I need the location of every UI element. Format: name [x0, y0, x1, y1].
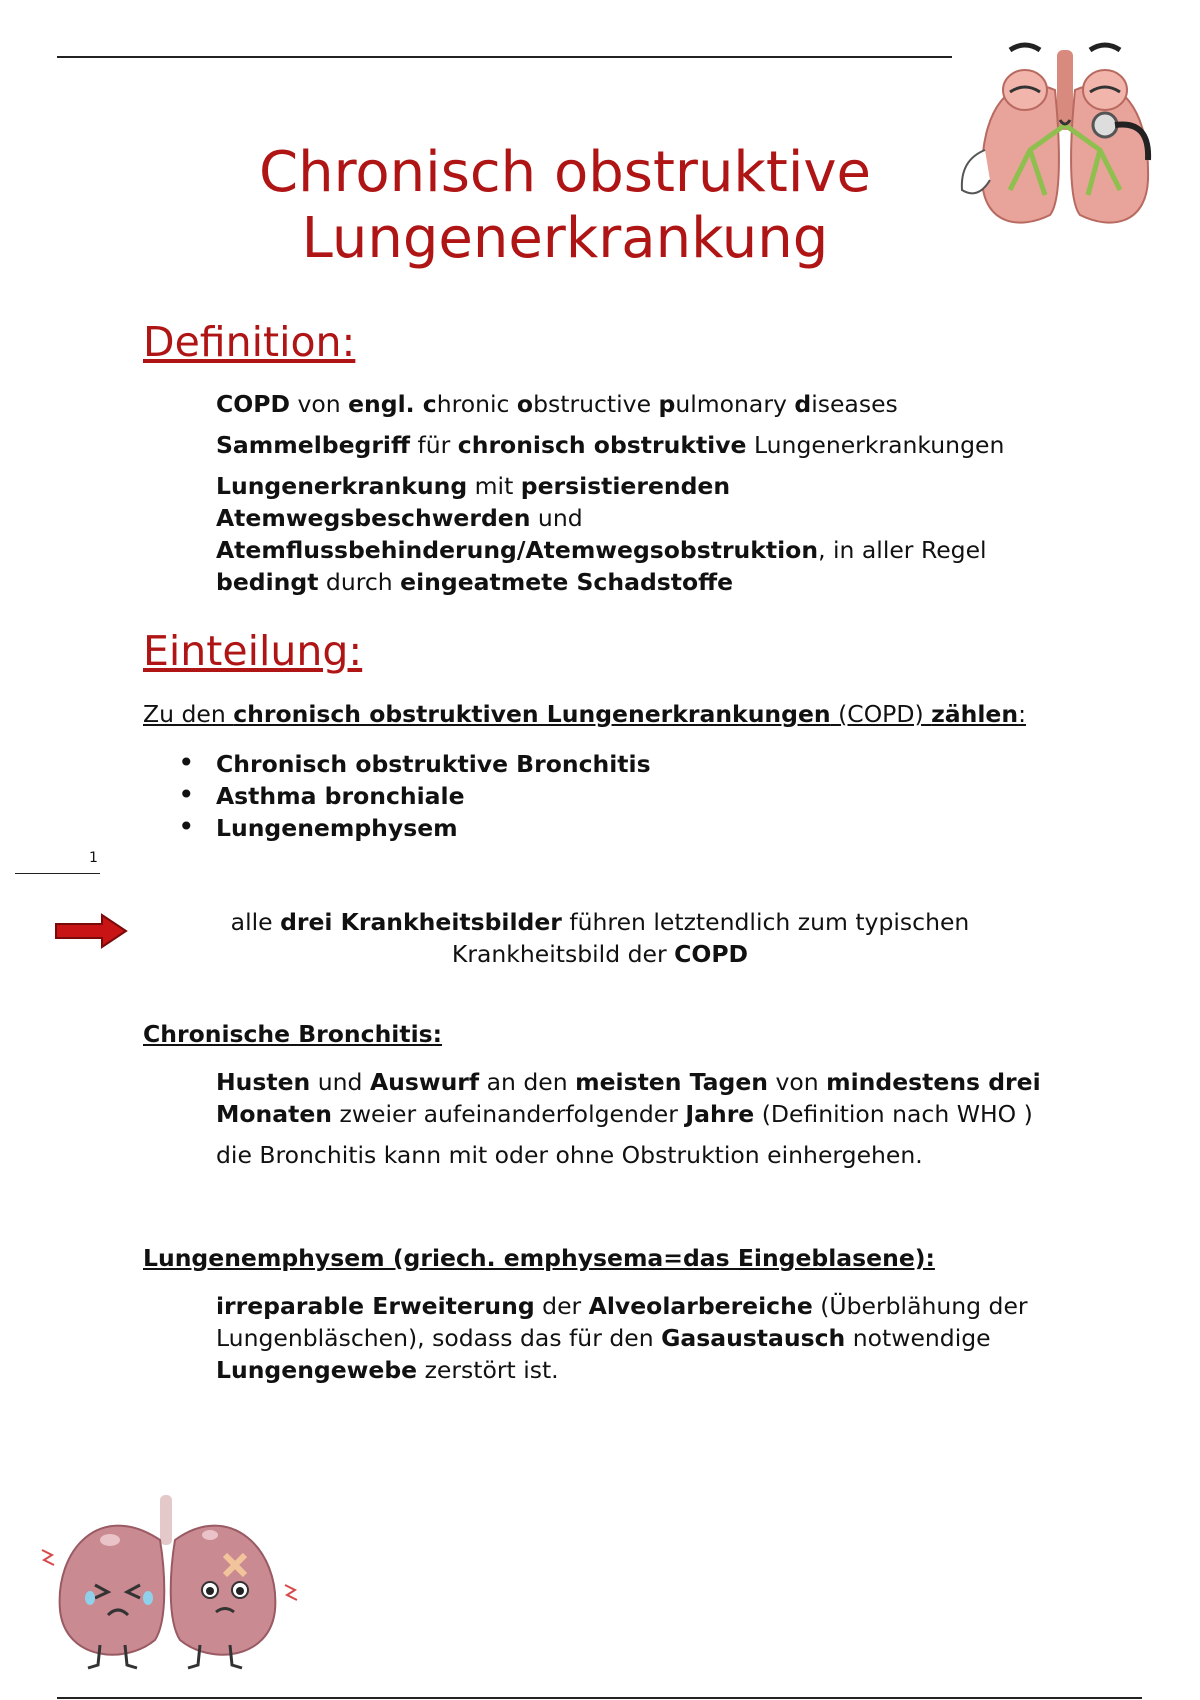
list-item: COPD von engl. chronic obstructive pulmonary diseases [216, 390, 898, 418]
summary-text: alle drei Krankheitsbilder führen letztendlich zum typischen Krankheitsbild der COPD [230, 908, 970, 968]
right-arrow-icon [54, 913, 128, 949]
list-item: die Bronchitis kann mit oder ohne Obstruktion einhergehen. [216, 1141, 923, 1169]
list-item: Lungenerkrankung mit persistierenden Atemwegsbeschwerden und Atemflussbehinderung/Atemwegsobstruktion, in aller Regel bedingt durch eingeatmete Schadstoffe [216, 472, 987, 596]
bullet-marker: • [178, 810, 195, 843]
bullet-marker: • [178, 778, 195, 811]
bullet-marker: • [178, 746, 195, 779]
list-item: • Asthma bronchiale [178, 778, 465, 811]
footnote-rule [15, 873, 100, 874]
title-line-2: Lungenerkrankung [301, 206, 829, 271]
einteilung-intro: Zu den chronisch obstruktiven Lungenerkrankungen (COPD) zählen: [143, 700, 1027, 728]
footer-rule [57, 1697, 1142, 1699]
bronchitis-list [178, 1066, 1078, 1180]
page-title [180, 140, 950, 272]
title-line-1: Chronisch obstruktive [259, 140, 871, 205]
happy-lungs-stethoscope-icon [950, 30, 1180, 230]
einteilung-list [178, 748, 1078, 844]
list-item: • Lungenemphysem [178, 810, 458, 843]
definition-list [178, 388, 1078, 607]
bronchitis-heading: Chronische Bronchitis: [143, 1020, 443, 1048]
emphysem-list [178, 1290, 1078, 1395]
list-item: Sammelbegriff für chronisch obstruktive Lungenerkrankungen [216, 431, 1005, 459]
emphysem-heading: Lungenemphysem (griech. emphysema=das Eingeblasene): [143, 1244, 935, 1272]
einteilung-heading: Einteilung: [143, 627, 363, 675]
footnote-number: 1 [89, 850, 98, 866]
list-item: irreparable Erweiterung der Alveolarbereiche (Überblähung der Lungenbläschen), sodass das für den Gasaustausch notwendige Lungengewebe zerstört ist. [216, 1292, 1028, 1384]
definition-heading: Definition: [143, 318, 356, 366]
list-item: • Chronisch obstruktive Bronchitis [178, 746, 651, 779]
list-item: Husten und Auswurf an den meisten Tagen von mindestens drei Monaten zweier aufeinanderfolgender Jahre (Definition nach WHO ) [216, 1068, 1041, 1128]
header-rule [57, 56, 952, 58]
sick-lungs-crying-icon [30, 1490, 305, 1675]
